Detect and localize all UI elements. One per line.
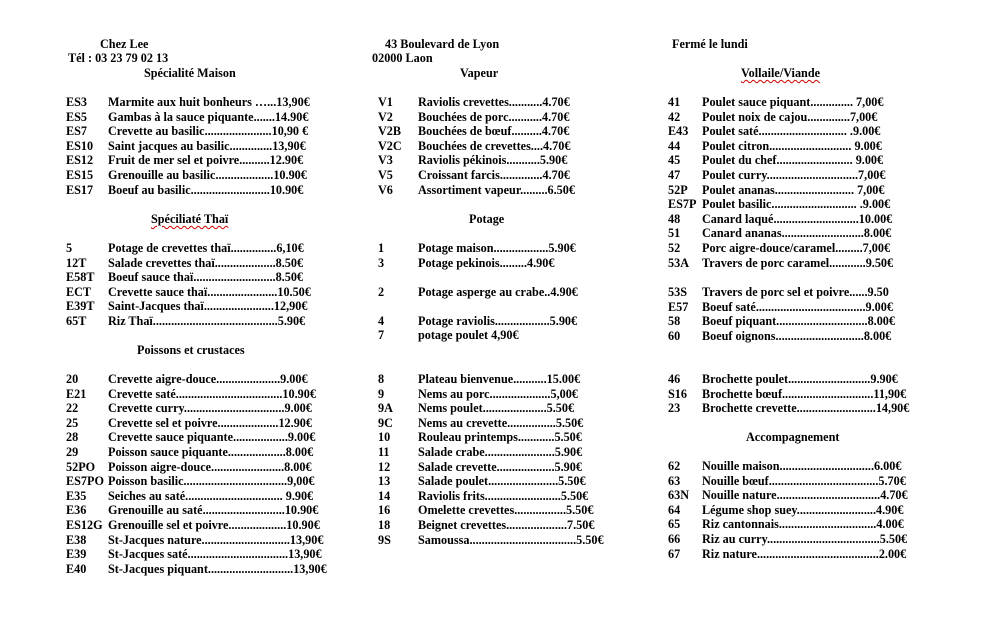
menu-item-description: Poisson basilic..................................9,00€ bbox=[108, 474, 315, 489]
menu-item-description: Potage raviolis..................5.90€ bbox=[418, 314, 578, 328]
menu-item-code: V2B bbox=[378, 124, 402, 139]
menu-item-description: Nouille bœuf....................................5.70€ bbox=[702, 473, 906, 488]
menu-item-description: Boeuf oignons.............................8.00€ bbox=[702, 328, 892, 343]
menu-item-code: V5 bbox=[378, 168, 393, 182]
menu-item-code: 52PO bbox=[66, 459, 96, 474]
menu-item-code: 5 bbox=[66, 241, 73, 255]
menu-item-description: Porc aigre-douce/caramel.........7,00€ bbox=[702, 241, 891, 255]
menu-item-description: Riz Thaï.........................................5.90€ bbox=[108, 314, 306, 328]
menu-item-description: Grenouille au saté...........................10.90€ bbox=[108, 503, 319, 518]
menu-item-code: ES17 bbox=[66, 182, 94, 197]
menu-item-description: Nouille maison...............................6.00€ bbox=[702, 459, 902, 473]
menu-item-code: 41 bbox=[668, 95, 681, 109]
menu-item-description: Poulet basilic............................ .9.00€ bbox=[702, 197, 891, 212]
menu-item-code: 12T bbox=[66, 255, 87, 270]
address-line2: 02000 Laon bbox=[372, 51, 433, 65]
menu-item-description: Riz nature........................................2.00€ bbox=[702, 546, 907, 561]
menu-item-code: V1 bbox=[378, 95, 393, 109]
menu-item-description: Crevette au basilic......................10,90 € bbox=[108, 124, 309, 139]
menu-item-code: 66 bbox=[668, 532, 681, 546]
menu-item-code: 2 bbox=[378, 285, 385, 299]
menu-item-description: Marmite aux huit bonheurs …...13,90€ bbox=[108, 95, 310, 109]
menu-item-code: 44 bbox=[668, 138, 681, 153]
menu-item-code: ES7PO bbox=[66, 474, 104, 489]
menu-item-code: 1 bbox=[378, 241, 385, 255]
menu-item-code: 45 bbox=[668, 153, 681, 168]
menu-item-description: Bouchées de crevettes....4.70€ bbox=[418, 138, 571, 153]
menu-item-code: V2 bbox=[378, 109, 393, 124]
menu-item-description: Riz au curry.....................................5.50€ bbox=[702, 532, 908, 546]
menu-item-code: E57 bbox=[668, 299, 689, 314]
menu-item-code: 52 bbox=[668, 241, 681, 255]
menu-item-description: Boeuf piquant..............................8.00€ bbox=[702, 314, 895, 329]
menu-item-description: Légume shop suey..........................4.90€ bbox=[702, 502, 904, 517]
menu-item-code: 63 bbox=[668, 473, 681, 488]
menu-item-code: V6 bbox=[378, 182, 393, 197]
menu-item-description: Salade crevette...................5.90€ bbox=[418, 459, 582, 474]
menu-item-code: ECT bbox=[66, 284, 92, 299]
menu-item-description: Seiches au saté................................ 9.90€ bbox=[108, 488, 314, 503]
menu-item-description: potage poulet 4,90€ bbox=[418, 328, 519, 342]
menu-item-description: St-Jacques piquant............................13,90€ bbox=[108, 561, 327, 576]
menu-item-description: Grenouille au basilic...................10.90€ bbox=[108, 168, 307, 182]
menu-item-code: V2C bbox=[378, 138, 402, 153]
menu-item-description: Grenouille sel et poivre...................10.90€ bbox=[108, 518, 320, 532]
menu-item-code: 53S bbox=[668, 285, 687, 299]
menu-item-code: 67 bbox=[668, 546, 681, 561]
menu-item-description: Poulet citron........................... 9.00€ bbox=[702, 138, 882, 153]
menu-item-code: 53A bbox=[668, 255, 689, 270]
menu-item-description: Raviolis frits.........................5.50€ bbox=[418, 488, 589, 503]
menu-item-code: E38 bbox=[66, 532, 87, 547]
menu-item-code: 62 bbox=[668, 459, 681, 473]
menu-item-description: Croissant farcis..............4.70€ bbox=[418, 168, 570, 182]
menu-item-code: E35 bbox=[66, 488, 87, 503]
section-title-specialite-maison: Spécialité Maison bbox=[144, 66, 236, 80]
menu-item-description: Poulet saté............................. .9.00€ bbox=[702, 124, 881, 139]
menu-item-code: 20 bbox=[66, 372, 79, 386]
menu-item-description: Poulet ananas.......................... 7,00€ bbox=[702, 182, 885, 197]
menu-item-description: St-Jacques nature.............................13,90€ bbox=[108, 532, 324, 547]
menu-item-description: Samoussa...................................5.50€ bbox=[418, 532, 604, 547]
menu-item-code: 51 bbox=[668, 226, 681, 241]
menu-item-code: E40 bbox=[66, 561, 87, 576]
menu-item-description: Poisson aigre-douce........................8.00€ bbox=[108, 459, 312, 474]
menu-item-description: Brochette bœuf..............................11,90€ bbox=[702, 386, 907, 401]
menu-item-code: 58 bbox=[668, 314, 681, 329]
section-title-vapeur: Vapeur bbox=[460, 66, 499, 80]
menu-item-description: Crevette sauce thaï.......................10.50€ bbox=[108, 284, 311, 299]
menu-item-description: Saint jacques au basilic..............13,90€ bbox=[108, 138, 306, 153]
menu-item-description: Fruit de mer sel et poivre..........12.90€ bbox=[108, 153, 304, 168]
menu-item-description: Canard laqué............................10.00€ bbox=[702, 211, 893, 226]
menu-item-description: St-Jacques saté.................................13,90€ bbox=[108, 547, 322, 562]
menu-item-description: Brochette poulet...........................9.90€ bbox=[702, 372, 898, 386]
menu-item-code: 22 bbox=[66, 401, 79, 416]
menu-item-description: Plateau bienvenue...........15.00€ bbox=[418, 372, 581, 386]
menu-item-description: Potage de crevettes thaï...............6,10€ bbox=[108, 241, 304, 255]
menu-item-description: Riz cantonnais................................4.00€ bbox=[702, 517, 904, 532]
menu-item-code: E58T bbox=[66, 270, 95, 285]
menu-item-code: ES15 bbox=[66, 168, 94, 182]
menu-item-code: 16 bbox=[378, 503, 391, 518]
menu-item-code: ES7P bbox=[668, 197, 697, 212]
menu-item-code: ES12G bbox=[66, 518, 103, 532]
menu-item-code: 9A bbox=[378, 401, 393, 416]
address-line1: 43 Boulevard de Lyon bbox=[385, 37, 500, 51]
menu-item-description: Boeuf saté....................................9.00€ bbox=[702, 299, 893, 314]
menu-item-code: 29 bbox=[66, 445, 79, 459]
section-title-volaille-viande: Vollaile/Viande bbox=[741, 66, 821, 80]
menu-item-code: 11 bbox=[378, 445, 390, 459]
menu-item-description: Poisson sauce piquante...................8.00€ bbox=[108, 445, 314, 459]
menu-item-code: E43 bbox=[668, 124, 689, 139]
menu-item-description: Poulet noix de cajou..............7,00€ bbox=[702, 109, 878, 124]
menu-item-description: Bouchées de porc...........4.70€ bbox=[418, 109, 570, 124]
menu-item-description: Rouleau printemps............5.50€ bbox=[418, 430, 582, 445]
menu-item-description: Brochette crevette..........................14,90€ bbox=[702, 401, 910, 416]
menu-item-description: Crevette saté...................................10.90€ bbox=[108, 386, 316, 401]
menu-item-description: Potage pekinois.........4.90€ bbox=[418, 256, 555, 270]
menu-item-code: 3 bbox=[378, 256, 385, 270]
menu-item-description: Crevette aigre-douce.....................9.00€ bbox=[108, 372, 308, 386]
section-title-accompagnement: Accompagnement bbox=[746, 430, 840, 444]
menu-item-description: Potage maison..................5.90€ bbox=[418, 241, 576, 255]
menu-item-description: Nems poulet.....................5.50€ bbox=[418, 401, 575, 416]
menu-item-description: Raviolis pékinois...........5.90€ bbox=[418, 153, 568, 168]
phone-number: Tél : 03 23 79 02 13 bbox=[68, 51, 169, 65]
menu-item-description: Assortiment vapeur.........6.50€ bbox=[418, 182, 575, 197]
menu-item-description: Potage asperge au crabe..4.90€ bbox=[418, 285, 578, 299]
menu-item-code: 65T bbox=[66, 314, 87, 328]
restaurant-name: Chez Lee bbox=[100, 37, 149, 51]
menu-item-description: Canard ananas...........................8.00€ bbox=[702, 226, 892, 241]
menu-item-description: Crevette curry.................................9.00€ bbox=[108, 401, 312, 416]
menu-item-code: 52P bbox=[668, 182, 688, 197]
menu-item-code: 10 bbox=[378, 430, 391, 445]
menu-item-description: Salade crevettes thaï....................8.50€ bbox=[108, 255, 304, 270]
menu-item-description: Nems au porc....................5,00€ bbox=[418, 386, 578, 401]
menu-item-description: Salade crabe.......................5.90€ bbox=[418, 445, 583, 459]
menu-item-code: ES7 bbox=[66, 124, 88, 139]
menu-item-description: Boeuf au basilic..........................10.90€ bbox=[108, 182, 304, 197]
menu-item-code: 46 bbox=[668, 372, 681, 386]
menu-item-description: Crevette sel et poivre....................12.90€ bbox=[108, 415, 312, 430]
menu-item-code: E21 bbox=[66, 386, 87, 401]
menu-item-description: Poulet sauce piquant.............. 7,00€ bbox=[702, 95, 884, 109]
menu-item-code: 48 bbox=[668, 211, 681, 226]
menu-item-code: 9 bbox=[378, 386, 385, 401]
menu-item-code: 12 bbox=[378, 459, 391, 474]
menu-item-code: 8 bbox=[378, 372, 385, 386]
menu-item-code: 18 bbox=[378, 518, 391, 532]
menu-item-code: S16 bbox=[668, 386, 687, 401]
menu-item-code: E39T bbox=[66, 299, 95, 314]
menu-item-description: Crevette sauce piquante..................9.00€ bbox=[108, 430, 316, 445]
menu-item-code: 28 bbox=[66, 430, 79, 445]
menu-item-code: E36 bbox=[66, 503, 87, 518]
section-title-potage: Potage bbox=[469, 212, 505, 226]
menu-item-description: Travers de porc caramel............9.50€ bbox=[702, 255, 894, 270]
menu-item-description: Boeuf sauce thaï...........................8.50€ bbox=[108, 270, 303, 285]
menu-item-code: ES12 bbox=[66, 153, 94, 168]
menu-item-code: V3 bbox=[378, 153, 393, 168]
menu-item-code: 64 bbox=[668, 502, 681, 517]
menu-item-code: 25 bbox=[66, 415, 79, 430]
menu-item-code: 60 bbox=[668, 328, 681, 343]
closing-day: Fermé le lundi bbox=[672, 37, 748, 51]
menu-item-code: ES3 bbox=[66, 95, 88, 109]
menu-item-code: 4 bbox=[378, 314, 385, 328]
menu-item-description: Gambas à la sauce piquante.......14.90€ bbox=[108, 109, 309, 124]
menu-item-code: 13 bbox=[378, 474, 391, 489]
menu-item-description: Travers de porc sel et poivre......9.50 bbox=[702, 285, 889, 299]
menu-item-description: Salade poulet.......................5.50€ bbox=[418, 474, 586, 489]
menu-item-code: 23 bbox=[668, 401, 681, 416]
section-title-specialite-thai: Spéciliaté Thaï bbox=[151, 212, 229, 226]
menu-item-code: ES10 bbox=[66, 138, 94, 153]
menu-item-description: Poulet curry..............................7,00€ bbox=[702, 168, 886, 182]
menu-item-description: Omelette crevettes.................5.50€ bbox=[418, 503, 594, 518]
menu-item-code: 14 bbox=[378, 488, 391, 503]
menu-item-code: 47 bbox=[668, 168, 681, 182]
menu-item-description: Beignet crevettes....................7.50€ bbox=[418, 518, 595, 532]
menu-item-description: Poulet du chef......................... 9.00€ bbox=[702, 153, 884, 168]
menu-item-code: 9C bbox=[378, 415, 393, 430]
menu-item-code: 9S bbox=[378, 532, 391, 547]
menu-item-description: Nems au crevette................5.50€ bbox=[418, 415, 584, 430]
menu-item-code: 65 bbox=[668, 517, 681, 532]
menu-item-description: Bouchées de bœuf..........4.70€ bbox=[418, 124, 570, 139]
menu-item-description: Saint-Jacques thaï.......................12,90€ bbox=[108, 299, 308, 314]
menu-item-code: ES5 bbox=[66, 109, 88, 124]
menu-item-description: Raviolis crevettes...........4.70€ bbox=[418, 95, 570, 109]
menu-item-code: E39 bbox=[66, 547, 87, 562]
menu-item-code: 42 bbox=[668, 109, 681, 124]
section-title-poissons: Poissons et crustaces bbox=[137, 343, 245, 357]
menu-item-code: 63N bbox=[668, 488, 689, 503]
menu-item-description: Nouille nature..................................4.70€ bbox=[702, 488, 908, 503]
menu-item-code: 7 bbox=[378, 328, 385, 342]
